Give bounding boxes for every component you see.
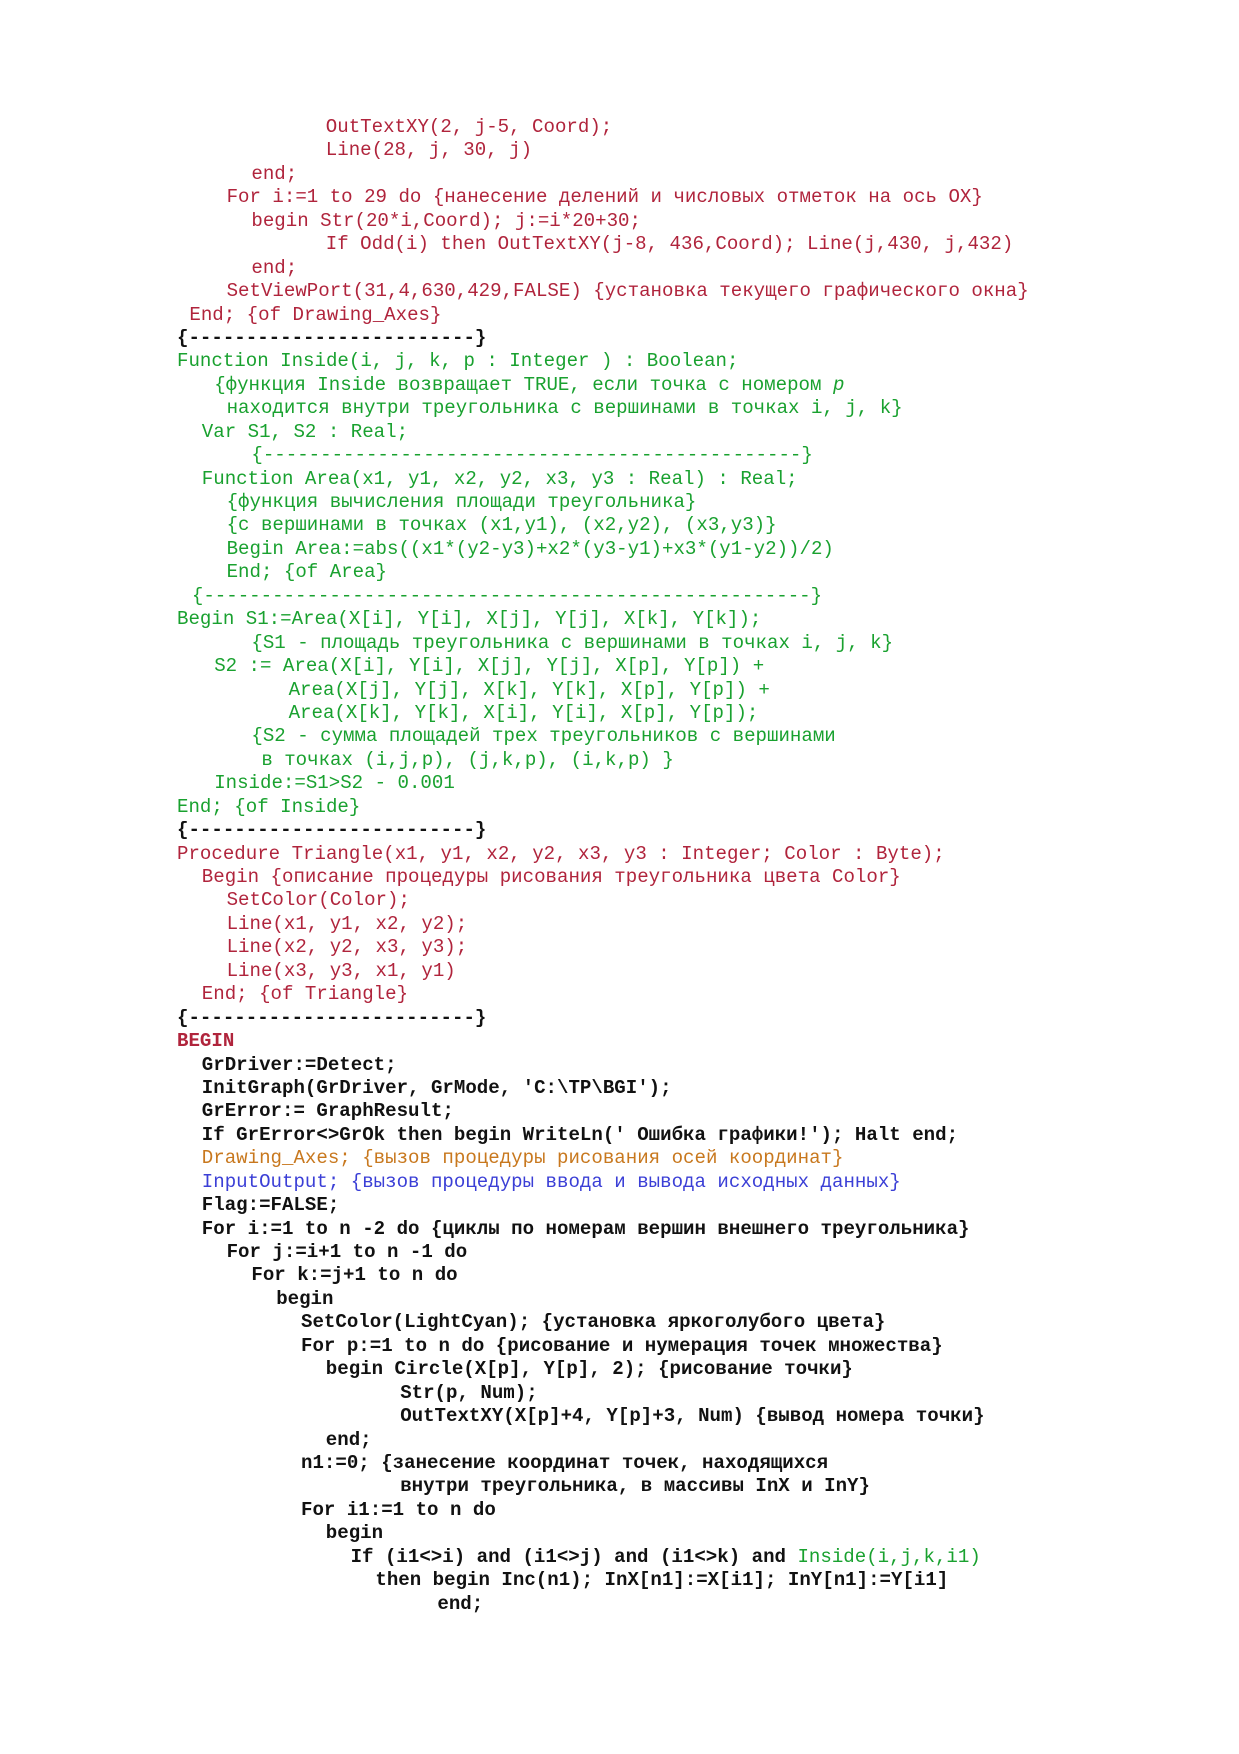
code-segment: end; bbox=[437, 1592, 484, 1615]
code-segment: Drawing_Axes; {вызов процедуры рисования осей координат} bbox=[201, 1147, 844, 1170]
code-line bbox=[177, 421, 1217, 444]
code-segment: {функция Inside возвращает TRUE, если точка с номером bbox=[214, 373, 833, 396]
code-segment: If (i1<>i) and (i1<>j) and (i1<>k) and bbox=[350, 1545, 798, 1568]
code-segment: For p:=1 to n do {рисование и нумерация точек множества} bbox=[301, 1334, 943, 1357]
code-line bbox=[177, 1147, 1217, 1170]
code-line bbox=[177, 163, 1217, 186]
code-segment: InitGraph(GrDriver, GrMode, 'C:\TP\BGI'); bbox=[201, 1076, 672, 1099]
code-segment: OutTextXY(X[p]+4, Y[p]+3, Num) {вывод номера точки} bbox=[400, 1405, 985, 1428]
code-segment: {-----------------------------------------------} bbox=[251, 444, 813, 467]
code-segment: Line(x2, y2, x3, y3); bbox=[226, 936, 468, 959]
code-line bbox=[177, 1358, 1217, 1381]
code-line bbox=[177, 1335, 1217, 1358]
code-segment: InputOutput; {вызов процедуры ввода и вывода исходных данных} bbox=[201, 1170, 901, 1193]
code-line bbox=[177, 725, 1217, 748]
code-segment: End; {of Triangle} bbox=[201, 983, 409, 1006]
code-line bbox=[177, 1241, 1217, 1264]
code-segment: begin Circle(X[p], Y[p], 2); {рисование точки} bbox=[325, 1358, 853, 1381]
code-segment: end; bbox=[251, 162, 298, 185]
code-line bbox=[177, 749, 1217, 772]
code-line bbox=[177, 1475, 1217, 1498]
code-segment: For i:=1 to n -2 do {циклы по номерам вершин внешнего треугольника} bbox=[201, 1217, 970, 1240]
code-line bbox=[177, 1429, 1217, 1452]
code-line bbox=[177, 913, 1217, 936]
code-segment: For k:=j+1 to n do bbox=[251, 1264, 458, 1287]
code-segment: Var S1, S2 : Real; bbox=[201, 420, 409, 443]
code-segment: end; bbox=[325, 1428, 372, 1451]
code-segment: Area(X[k], Y[k], X[i], Y[i], X[p], Y[p]); bbox=[288, 701, 759, 724]
code-segment: SetViewPort(31,4,630,429,FALSE) {установка текущего графического окна} bbox=[226, 280, 1029, 303]
code-line bbox=[177, 514, 1217, 537]
code-line bbox=[177, 889, 1217, 912]
code-segment: SetColor(LightCyan); {установка яркоголубого цвета} bbox=[301, 1311, 886, 1334]
code-line bbox=[177, 1452, 1217, 1475]
code-segment: {-------------------------} bbox=[177, 819, 487, 842]
code-segment: begin bbox=[276, 1287, 334, 1310]
code-line bbox=[177, 1405, 1217, 1428]
code-segment: {-------------------------} bbox=[177, 1006, 487, 1029]
code-segment: begin bbox=[325, 1522, 384, 1545]
code-line bbox=[177, 210, 1217, 233]
code-segment: Line(28, j, 30, j) bbox=[325, 139, 533, 162]
code-line bbox=[177, 983, 1217, 1006]
code-segment: внутри треугольника, в массивы InX и InY} bbox=[400, 1475, 870, 1498]
code-segment: Area(X[j], Y[j], X[k], Y[k], X[p], Y[p]) + bbox=[288, 678, 770, 701]
code-segment: Inside(i,j,k,i1) bbox=[797, 1545, 981, 1568]
code-line bbox=[177, 1569, 1217, 1592]
code-line bbox=[177, 350, 1217, 373]
code-line bbox=[177, 632, 1217, 655]
code-segment: GrDriver:=Detect; bbox=[201, 1053, 397, 1076]
code-segment: S2 := Area(X[i], Y[i], X[j], Y[j], X[p], Y[p]) + bbox=[214, 655, 765, 678]
code-segment: GrError:= GraphResult; bbox=[201, 1100, 454, 1123]
code-line bbox=[177, 304, 1217, 327]
code-line bbox=[177, 1311, 1217, 1334]
code-segment: OutTextXY(2, j-5, Coord); bbox=[325, 116, 613, 138]
code-segment: {S1 - площадь треугольника с вершинами в точках i, j, k} bbox=[251, 631, 894, 654]
code-line bbox=[177, 1382, 1217, 1405]
code-line bbox=[177, 444, 1217, 467]
code-line bbox=[177, 561, 1217, 584]
code-line bbox=[177, 233, 1217, 256]
code-line bbox=[177, 280, 1217, 303]
code-line bbox=[177, 866, 1217, 889]
code-segment: Function Area(x1, y1, x2, y2, x3, y3 : Real) : Real; bbox=[201, 467, 798, 490]
code-line bbox=[177, 1007, 1217, 1030]
code-segment: BEGIN bbox=[177, 1030, 235, 1053]
code-segment: Line(x3, y3, x1, y1) bbox=[226, 959, 456, 982]
code-line bbox=[177, 702, 1217, 725]
code-segment: For i:=1 to 29 do {нанесение делений и числовых отметок на ось OX} bbox=[226, 186, 983, 209]
code-line bbox=[177, 655, 1217, 678]
code-line bbox=[177, 1100, 1217, 1123]
code-line bbox=[177, 397, 1217, 420]
code-segment: {с вершинами в точках (x1,y1), (x2,y2), (x3,y3)} bbox=[226, 514, 777, 537]
code-segment: {-------------------------} bbox=[177, 326, 487, 349]
code-line bbox=[177, 186, 1217, 209]
code-segment: end; bbox=[251, 256, 298, 279]
code-line bbox=[177, 960, 1217, 983]
code-segment: Begin {описание процедуры рисования треугольника цвета Color} bbox=[201, 866, 901, 888]
code-line bbox=[177, 936, 1217, 959]
code-line bbox=[177, 468, 1217, 491]
code-line bbox=[177, 116, 1217, 139]
code-line bbox=[177, 1030, 1217, 1053]
code-line bbox=[177, 1522, 1217, 1545]
code-line bbox=[177, 538, 1217, 561]
code-segment: For j:=i+1 to n -1 do bbox=[226, 1241, 468, 1263]
code-line bbox=[177, 772, 1217, 795]
code-segment: {функция вычисления площади треугольника} bbox=[226, 491, 697, 513]
code-segment: If Odd(i) then OutTextXY(j-8, 436,Coord); Line(j,430, j,432) bbox=[325, 233, 1014, 256]
code-line bbox=[177, 679, 1217, 702]
code-segment: Procedure Triangle(x1, y1, x2, y2, x3, y3 : Integer; Color : Byte); bbox=[177, 842, 945, 865]
code-line bbox=[177, 374, 1217, 397]
code-segment: Inside:=S1>S2 - 0.001 bbox=[214, 772, 455, 795]
code-segment: p bbox=[832, 373, 845, 396]
code-segment: End; {of Inside} bbox=[177, 795, 361, 818]
code-segment: находится внутри треугольника с вершинами в точках i, j, k} bbox=[226, 397, 903, 420]
code-line bbox=[177, 585, 1217, 608]
code-line bbox=[177, 1054, 1217, 1077]
code-segment: End; {of Area} bbox=[226, 561, 388, 584]
code-line bbox=[177, 1077, 1217, 1100]
code-line bbox=[177, 491, 1217, 514]
code-segment: If GrError<>GrOk then begin WriteLn(' Ошибка графики!'); Halt end; bbox=[201, 1123, 959, 1146]
code-line bbox=[177, 608, 1217, 631]
code-line bbox=[177, 139, 1217, 162]
code-segment: {-----------------------------------------------------} bbox=[191, 584, 823, 607]
code-line bbox=[177, 1593, 1217, 1616]
code-segment: n1:=0; {занесение координат точек, находящихся bbox=[301, 1451, 829, 1474]
code-segment: begin Str(20*i,Coord); j:=i*20+30; bbox=[251, 209, 641, 232]
code-segment: {S2 - сумма площадей трех треугольников с вершинами bbox=[251, 725, 836, 748]
code-segment: Begin S1:=Area(X[i], Y[i], X[j], Y[j], X[k], Y[k]); bbox=[177, 608, 762, 631]
code-line bbox=[177, 1171, 1217, 1194]
code-line bbox=[177, 1546, 1217, 1569]
code-segment: Line(x1, y1, x2, y2); bbox=[226, 912, 468, 935]
code-line bbox=[177, 1194, 1217, 1217]
code-segment: For i1:=1 to n do bbox=[301, 1498, 496, 1521]
code-line bbox=[177, 1218, 1217, 1241]
code-segment: End; {of Drawing_Axes} bbox=[189, 303, 442, 326]
code-segment: Str(p, Num); bbox=[400, 1381, 538, 1404]
code-line bbox=[177, 1124, 1217, 1147]
code-segment: then begin Inc(n1); InX[n1]:=X[i1]; InY[n1]:=Y[i1] bbox=[375, 1569, 949, 1592]
code-segment: Function Inside(i, j, k, p : Integer ) : Boolean; bbox=[177, 350, 739, 373]
code-segment: SetColor(Color); bbox=[226, 889, 410, 912]
code-line bbox=[177, 1264, 1217, 1287]
pascal-code-listing bbox=[177, 116, 1217, 1616]
code-segment: Flag:=FALSE; bbox=[201, 1194, 340, 1217]
code-line bbox=[177, 327, 1217, 350]
code-line bbox=[177, 1288, 1217, 1311]
code-segment: Begin Area:=abs((x1*(y2-y3)+x2*(y3-y1)+x3*(y1-y2))/2) bbox=[226, 537, 834, 560]
code-line bbox=[177, 1499, 1217, 1522]
code-line bbox=[177, 819, 1217, 842]
code-line bbox=[177, 796, 1217, 819]
code-segment: в точках (i,j,p), (j,k,p), (i,k,p) } bbox=[261, 748, 674, 771]
code-line bbox=[177, 257, 1217, 280]
code-line bbox=[177, 843, 1217, 866]
